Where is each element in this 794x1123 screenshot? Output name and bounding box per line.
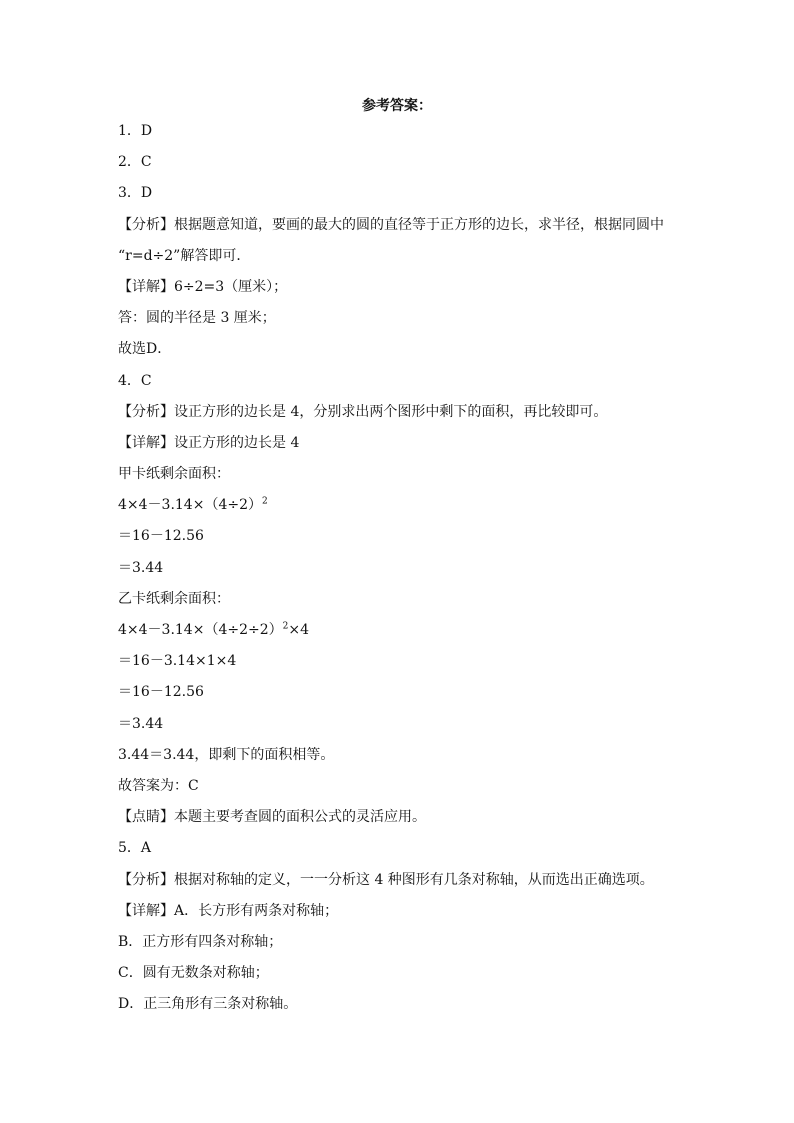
detail-line: 【详解】设正方形的边长是 4 <box>118 434 300 451</box>
answer-line: 5．A <box>118 840 152 857</box>
detail-line: 【详解】6÷2=3（厘米）； <box>118 278 288 295</box>
choice-line: 故答案为：C <box>118 777 199 794</box>
calc-line: ＝16－12.56 <box>118 684 204 701</box>
detail-line: C．圆有无数条对称轴； <box>118 965 269 982</box>
answer-line: 2．C <box>118 154 152 171</box>
answer-line: 答：圆的半径是 3 厘米； <box>118 310 276 327</box>
analysis-line: 【分析】根据题意知道，要画的最大的圆的直径等于正方形的边长，求半径，根据同圆中 <box>118 216 664 233</box>
answer-line: 4．C <box>118 372 152 389</box>
answer-line: 3．D <box>118 185 153 202</box>
detail-line: B．正方形有四条对称轴； <box>118 933 283 950</box>
calc-expression: 4×4－3.14×（4÷2÷2） <box>118 622 283 638</box>
calc-label: 甲卡纸剩余面积： <box>118 466 230 483</box>
calc-line: ＝16－12.56 <box>118 528 204 545</box>
calc-line: ＝3.44 <box>118 559 164 576</box>
calc-line <box>118 495 718 526</box>
analysis-line: 【分析】设正方形的边长是 4，分别求出两个图形中剩下的面积，再比较即可。 <box>118 403 608 420</box>
answer-line: 1．D <box>118 123 153 139</box>
remark-line: 【点睛】本题主要考查圆的面积公式的灵活应用。 <box>118 809 426 826</box>
detail-line: 【详解】A．长方形有两条对称轴； <box>118 902 339 919</box>
calc-line <box>118 620 718 651</box>
calc-suffix: ×4 <box>288 622 310 638</box>
calc-line: ＝3.44 <box>118 715 164 732</box>
choice-line: 故选D． <box>118 341 172 358</box>
superscript: 2 <box>282 621 289 632</box>
analysis-line: 【分析】根据对称轴的定义，一一分析这 4 种图形有几条对称轴，从而选出正确选项。 <box>118 871 654 888</box>
detail-line: D．正三角形有三条对称轴。 <box>118 996 298 1013</box>
superscript: 2 <box>262 496 268 507</box>
page-title: 参考答案： <box>362 98 432 114</box>
answer-content <box>118 121 718 1025</box>
calc-expression: 4×4－3.14×（4÷2） <box>118 497 262 514</box>
calc-line: ＝16－3.14×1×4 <box>118 653 237 670</box>
analysis-line: “r=d÷2”解答即可． <box>118 247 251 264</box>
calc-label: 乙卡纸剩余面积： <box>118 590 230 607</box>
conclusion-line: 3.44＝3.44，即剩下的面积相等。 <box>118 746 335 763</box>
